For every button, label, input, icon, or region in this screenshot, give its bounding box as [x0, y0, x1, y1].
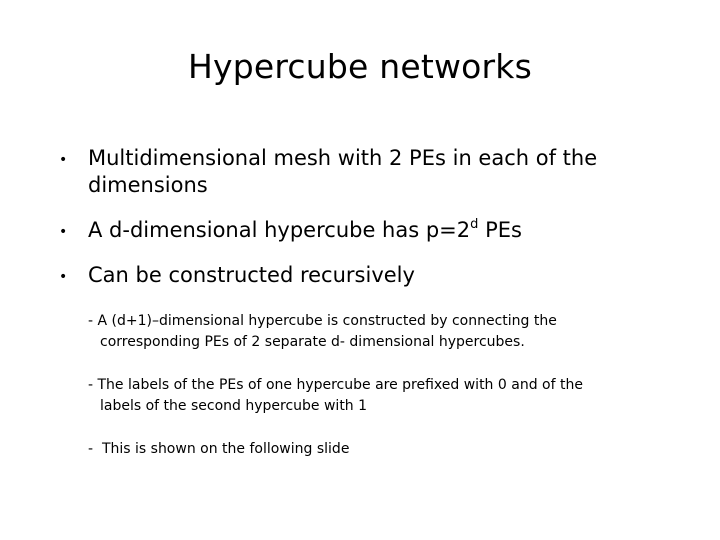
bullet-text-line: Multidimensional mesh with 2 PEs in each of the — [88, 146, 598, 170]
bullet-superscript: d — [470, 217, 479, 232]
bullet-text-prefix: A d-dimensional hypercube has p=2 — [88, 218, 471, 242]
bullet-marker: • — [59, 269, 68, 285]
sub-item-line: corresponding PEs of 2 separate d- dimensional hypercubes. — [100, 334, 525, 350]
bullet-text — [88, 145, 688, 199]
sub-item — [88, 439, 688, 460]
bullet-text-line: Can be constructed recursively — [88, 263, 415, 287]
sub-item — [88, 311, 688, 353]
bullet-marker: • — [59, 224, 68, 240]
sub-item-line: - A (d+1)–dimensional hypercube is constructed by connecting the — [88, 313, 557, 329]
sub-item-line: labels of the second hypercube with 1 — [100, 398, 368, 414]
bullet-marker: • — [59, 152, 68, 168]
bullet-text-line: dimensions — [88, 173, 208, 197]
sub-item-line: - This is shown on the following slide — [88, 441, 350, 457]
sub-item — [88, 375, 688, 417]
slide-title: Hypercube networks — [187, 47, 533, 86]
bullet-text — [88, 262, 688, 289]
bullet-text-suffix: PEs — [478, 218, 522, 242]
bullet-text — [88, 217, 688, 244]
sub-item-line: - The labels of the PEs of one hypercube are prefixed with 0 and of the — [88, 377, 583, 393]
